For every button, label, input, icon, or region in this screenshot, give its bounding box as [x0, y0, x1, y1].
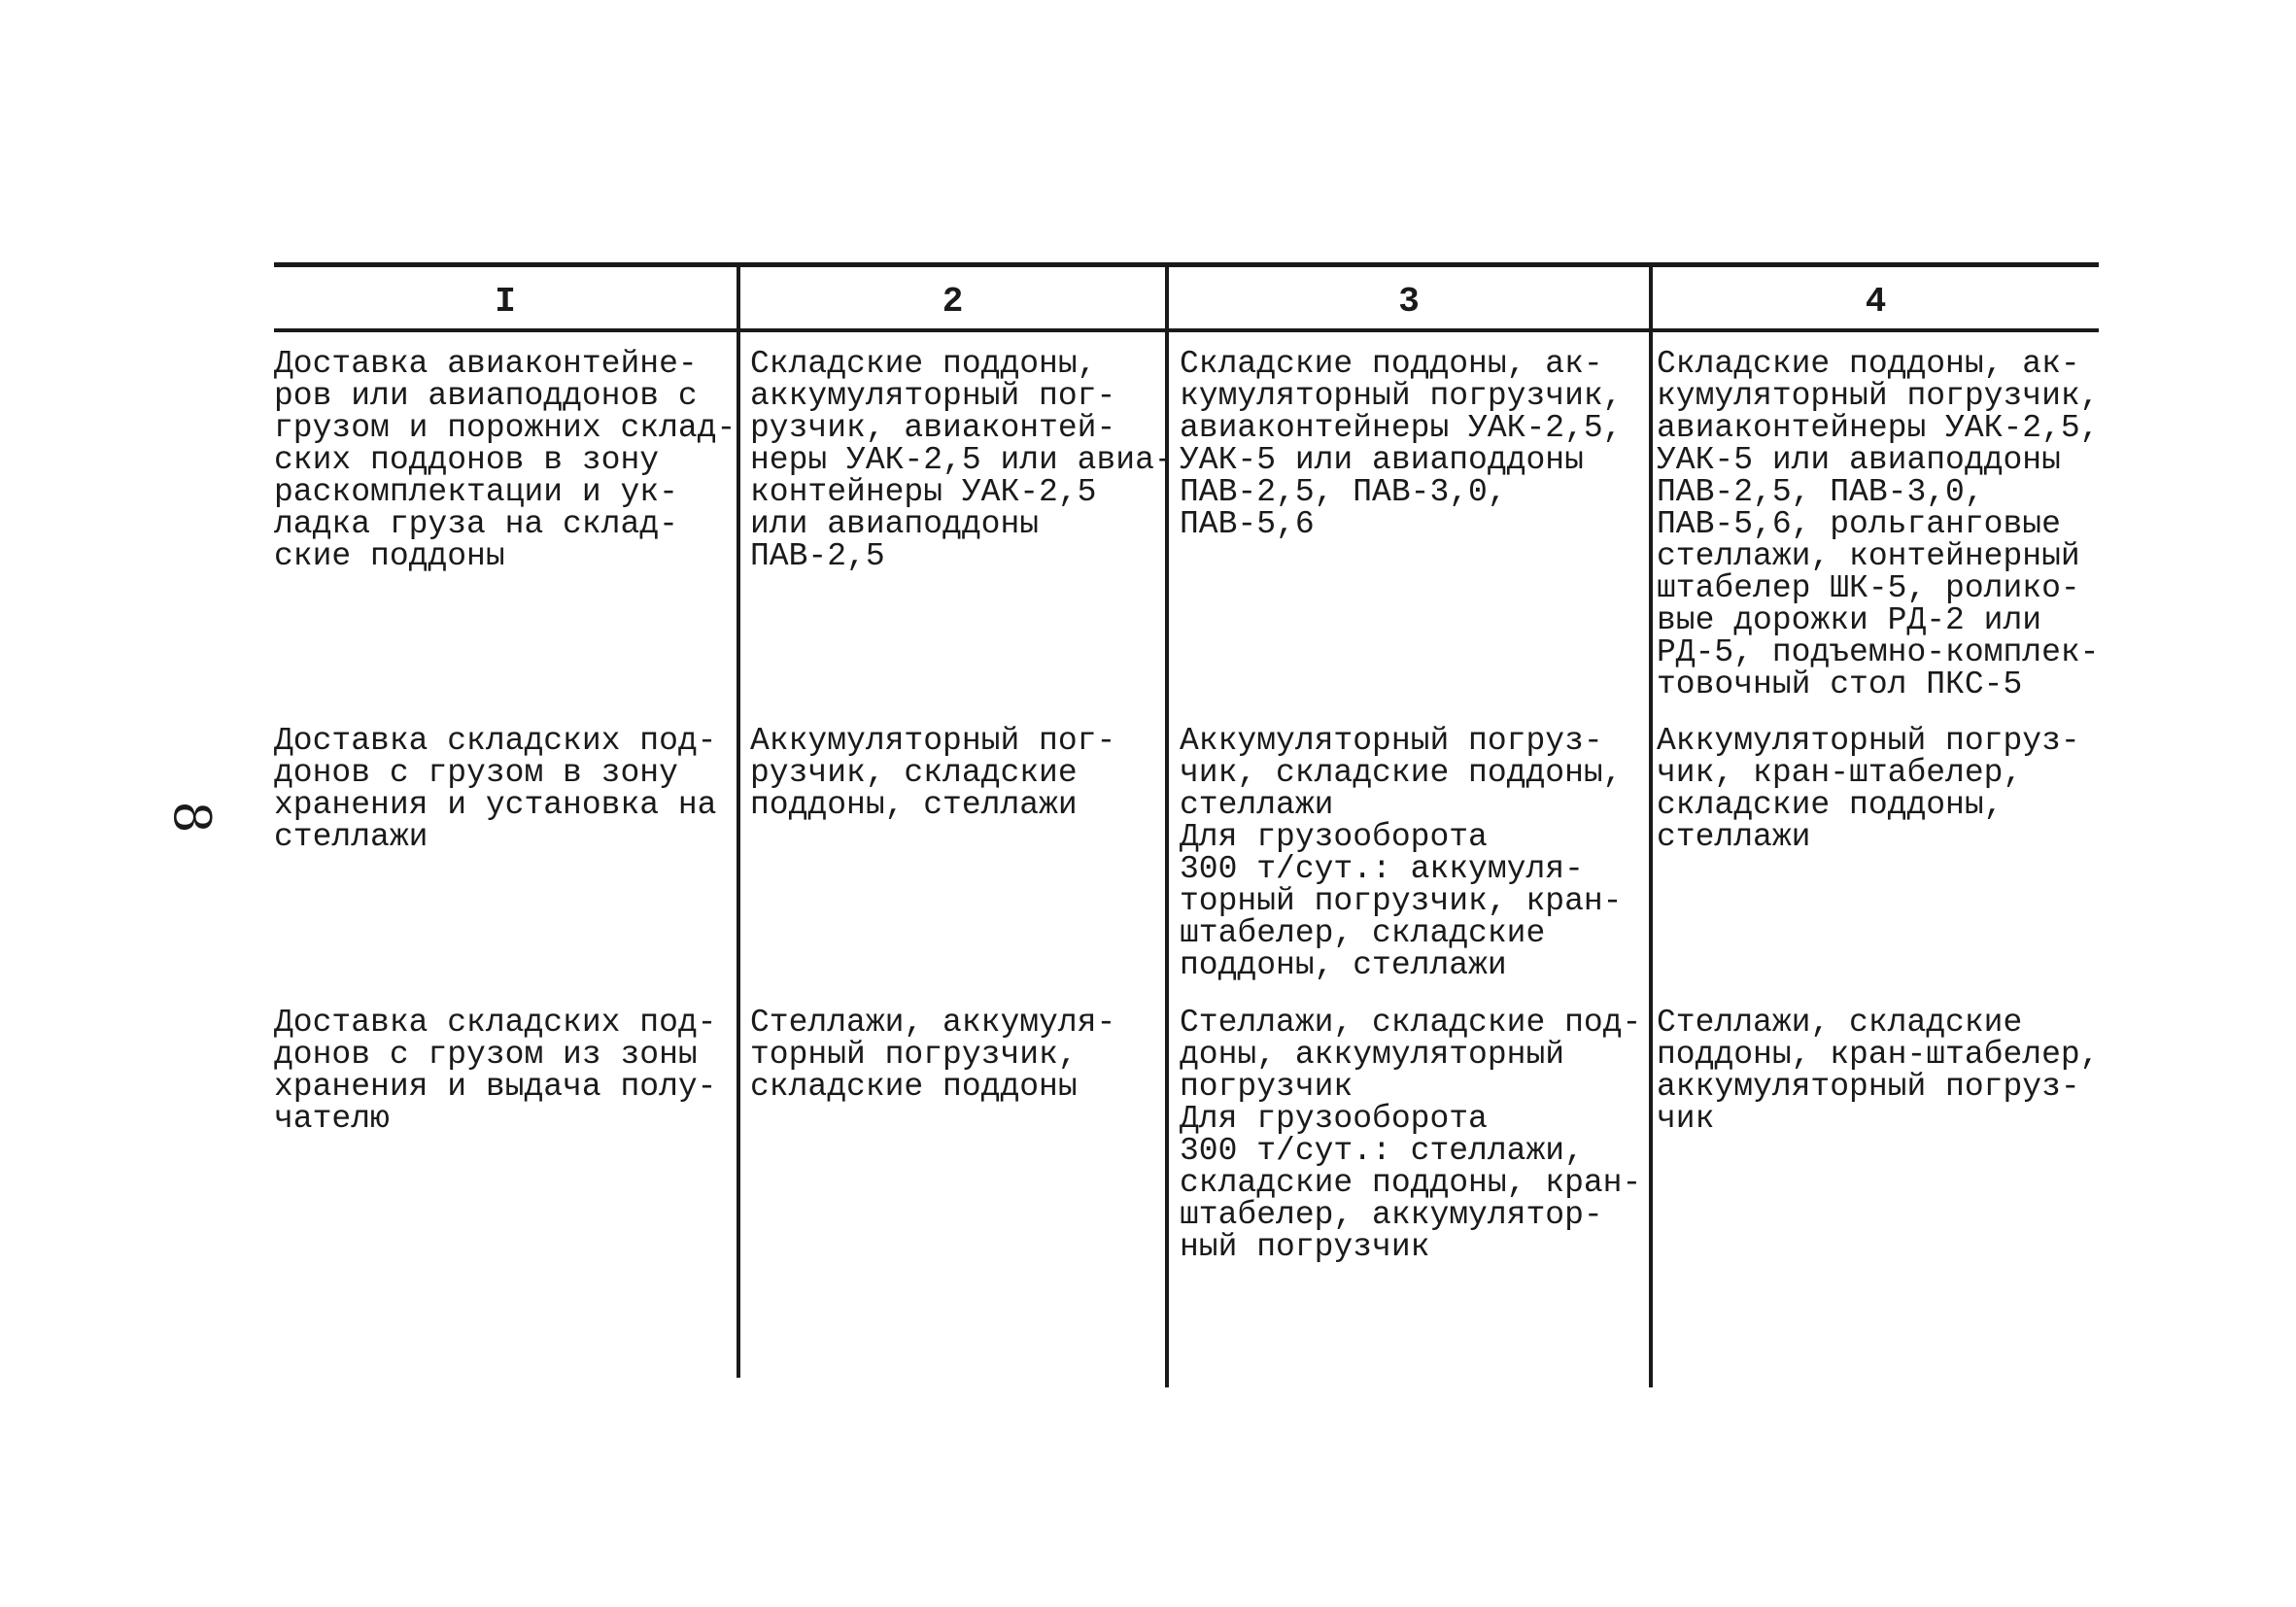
column-divider-3	[1649, 262, 1653, 1387]
row-1-equipment-variant-3: Складские поддоны, ак- кумуляторный погрузчик, авиаконтейнеры УАК-2,5, УАК-5 или авиаподдоны ПАВ-2,5, ПАВ-3,0, ПАВ-5,6, рольганговые стеллажи, контейнерный штабелер ШК-5, ролико- вые дорожки РД-2 или РД-5, подъемно-комплек- товочный стол ПКС-5	[1657, 346, 2100, 702]
row-1-equipment-variant-2: Складские поддоны, ак- кумуляторный погрузчик, авиаконтейнеры УАК-2,5, УАК-5 или авиаподдоны ПАВ-2,5, ПАВ-3,0, ПАВ-5,6	[1180, 346, 1623, 542]
row-2-equipment-variant-1: Аккумуляторный пог- рузчик, складские поддоны, стеллажи	[750, 723, 1116, 823]
row-1-operation: Доставка авиаконтейне- ров или авиаподдонов с грузом и порожних склад- ских поддонов в зону раскомплектации и ук- ладка груза на склад- ские поддоны	[274, 346, 737, 574]
row-2-equipment-variant-3: Аккумуляторный погруз- чик, кран-штабелер, складские поддоны, стеллажи	[1657, 723, 2080, 855]
row-3-equipment-variant-3: Стеллажи, складские поддоны, кран-штабелер, аккумуляторный погруз- чик	[1657, 1005, 2100, 1137]
row-1-equipment-variant-1: Складские поддоны, аккумуляторный пог- рузчик, авиаконтей- неры УАК-2,5 или авиа- контейнеры УАК-2,5 или авиаподдоны ПАВ-2,5	[750, 346, 1174, 574]
page-number: 8	[161, 801, 221, 834]
row-3-equipment-variant-2: Стеллажи, складские под- доны, аккумуляторный погрузчик Для грузооборота 300 т/сут.: стеллажи, складские поддоны, кран- штабелер, аккумулятор- ный погрузчик	[1180, 1005, 1642, 1265]
header-col-4: 4	[1865, 281, 1887, 322]
header-col-1: I	[495, 281, 516, 322]
table-top-rule	[274, 262, 2099, 267]
row-2-equipment-variant-2: Аккумуляторный погруз- чик, складские поддоны, стеллажи Для грузооборота 300 т/сут.: аккумуля- торный погрузчик, кран- штабелер, складские поддоны, стеллажи	[1180, 723, 1623, 983]
header-col-2: 2	[942, 281, 964, 322]
row-2-operation: Доставка складских под- донов с грузом в зону хранения и установка на стеллажи	[274, 723, 717, 855]
column-divider-1	[737, 262, 740, 1378]
row-3-equipment-variant-1: Стеллажи, аккумуля- торный погрузчик, складские поддоны	[750, 1005, 1116, 1105]
row-3-operation: Доставка складских под- донов с грузом из зоны хранения и выдача полу- чателю	[274, 1005, 717, 1137]
header-col-3: 3	[1398, 281, 1420, 322]
table-header-rule	[274, 328, 2099, 332]
